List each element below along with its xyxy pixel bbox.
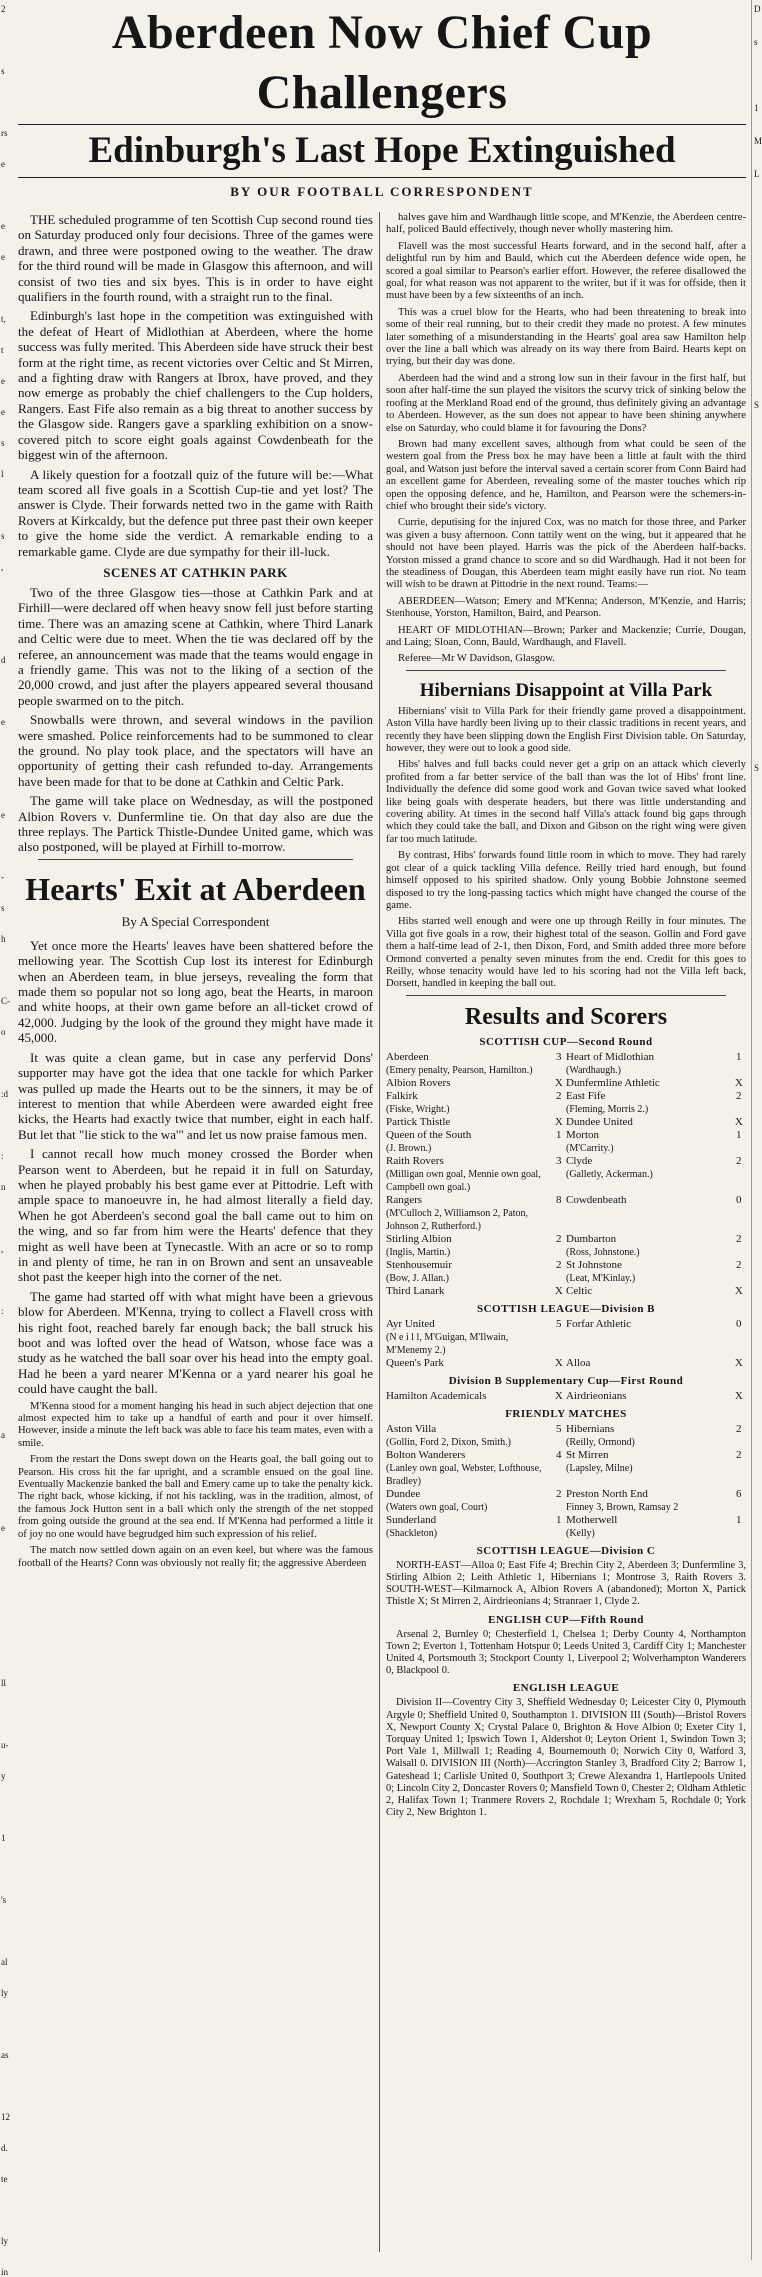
result-row [386, 1259, 746, 1272]
away-team: Alloa [566, 1356, 591, 1369]
away-team: St Mirren [566, 1448, 609, 1461]
result-row [386, 1129, 746, 1142]
section-rule [406, 670, 726, 671]
home-team: (Gollin, Ford 2, Dixon, Smith.) [386, 1436, 512, 1448]
section-rule [406, 995, 726, 996]
continuation-paragraphs [386, 212, 746, 666]
home-score [552, 1103, 566, 1116]
left-column [18, 212, 373, 2252]
paragraph: Flavell was the most successful Hearts forward, and in the second half, after a delightful run by him and Bauld, which cut the Aberdeen defence wide open, he scored a goal similar to Pearson's earlier effort. However, the referee disallowed the goal, for what reason was not apparent to the writer, but if it was for offside, then it must have been by a few sixteenths of an inch. [386, 240, 746, 302]
edge-fragment: , [1, 1244, 4, 1254]
results-section-heading: FRIENDLY MATCHES [505, 1407, 627, 1420]
edge-fragment: e [1, 810, 5, 820]
home-score: X [554, 1389, 563, 1402]
results-title: Results and Scorers [464, 1003, 668, 1030]
home-team: Falkirk [386, 1089, 418, 1102]
home-team: Dundee [386, 1487, 421, 1500]
article-columns [18, 212, 746, 2252]
home-score [552, 1436, 566, 1449]
home-team: (J. Brown.) [386, 1142, 432, 1154]
home-score: X [554, 1284, 563, 1297]
away-score [732, 1142, 746, 1155]
home-score [552, 1142, 566, 1155]
english-cup-text: Arsenal 2, Burnley 0; Chesterfield 1, Chelsea 1; Derby County 4, Northampton Town 2; Everton 1, Tottenham Hotspur 0; Leeds United 3, Cardiff City 1; Manchester United 4, Portsmouth 3; Stockport County 1, Liverpool 2; Wolverhampton Wanderers 0, Blackpool 0. [386, 1628, 746, 1677]
away-team: (Reilly, Ormond) [566, 1436, 635, 1448]
english-league-text: Division II—Coventry City 3, Sheffield Wednesday 0; Leicester City 0, Plymouth Argyle 0; Sheffield United 0, Southampton 1. DIVISION III (South)—Bristol Rovers X, Newport County X; Crystal Palace 0, Brighton & Hove Albion 0; Exeter City 1, Torquay United 1; Ipswich Town 1, Aldershot 0; Leyton Orient 1, Swindon Town 3; Port Vale 1, Millwall 1; Reading 4, Bournemouth 0; Norwich City 0, Watford 3, Walsall 0. DIVISION III (North)—Accrington Stanley 3, Bradford City 2; Barrow 1, Gateshead 1; Carlisle United 0, Southport 3; Crewe Alexandra 1, Hartlepools United 0; Lincoln City 2, Doncaster Rovers 0; Mansfield Town 0, Chester 2; Oldham Athletic 2, Halifax Town 1; Tranmere Rovers 2, Rochdale 1; Wrexham 5, Rochdale 0; York City 2, New Brighton 1. [386, 1697, 746, 1819]
results-table [386, 1390, 746, 1403]
home-score [552, 1527, 566, 1540]
home-score: X [554, 1115, 563, 1128]
away-score: 1 [736, 1513, 742, 1526]
result-row [386, 1116, 746, 1129]
home-score [552, 1462, 566, 1488]
edge-fragment: d. [1, 2143, 8, 2153]
results-table [386, 1051, 746, 1298]
edge-fragment: : [1, 1306, 4, 1316]
home-team: Queen of the South [386, 1128, 472, 1141]
right-edge-fragments [751, 0, 762, 2260]
away-score: X [734, 1356, 743, 1369]
edge-fragment: 12 [1, 2112, 10, 2122]
result-row [386, 1233, 746, 1246]
paragraph: THE scheduled programme of ten Scottish Cup second round ties on Saturday produced only four decisions. Three of the games were drawn, and three were postponed owing to the weather. The draw for the third round will be made in Glasgow this afternoon, and will consist of two ties and six byes. This is in order to have eight qualifiers in the fourth round, with a straight run to the final. [18, 212, 373, 305]
edge-fragment: rs [1, 128, 8, 138]
edge-fragment: l [1, 469, 4, 479]
result-row [386, 1090, 746, 1103]
league-c-text: NORTH-EAST—Alloa 0; East Fife 4; Brechin City 2, Aberdeen 3; Dunfermline 3, Stirling Albion 2; Leith Athletic 1, Hibernians 1; Montrose 3, Raith Rovers 3. SOUTH-WEST—Kilmarnock A, Albion Rovers A (abandoned); Morton X, Partick Thistle X; St Mirren 2, Airdrieonians 4; Stranraer 1, Clyde 2. [386, 1559, 746, 1608]
home-team: Hamilton Academicals [386, 1389, 487, 1402]
home-score: X [554, 1356, 563, 1369]
edge-fragment: S [754, 763, 760, 773]
edge-fragment: M [754, 136, 762, 146]
edge-fragment: , [1, 562, 4, 572]
paragraph: halves gave him and Wardhaugh little scope, and M'Kenzie, the Aberdeen centre-half, policed Bauld effectively, though never wholly mastering him. [386, 212, 746, 236]
away-score [732, 1501, 746, 1514]
edge-fragment: e [1, 407, 5, 417]
result-row [386, 1064, 746, 1077]
away-team: (Fleming, Morris 2.) [566, 1103, 649, 1115]
headline-rule [18, 124, 746, 125]
away-team: Forfar Athletic [566, 1317, 632, 1330]
away-score: 2 [736, 1232, 742, 1245]
result-row [386, 1514, 746, 1527]
hearts-byline: By A Special Correspondent [121, 913, 270, 929]
edge-fragment: e [1, 221, 5, 231]
home-score: 3 [556, 1154, 562, 1167]
scenes-paragraphs [18, 585, 373, 855]
home-score: 1 [556, 1128, 562, 1141]
paragraph: ABERDEEN—Watson; Emery and M'Kenna; Anderson, M'Kenzie, and Harris; Stenhouse, Yorston, Hamilton, Baird, and Pearson. [386, 595, 746, 620]
home-team: Bolton Wanderers [386, 1448, 466, 1461]
league-c-heading: SCOTTISH LEAGUE—Division C [476, 1544, 656, 1557]
edge-fragment: D [754, 4, 761, 14]
edge-fragment: s [1, 438, 5, 448]
home-score: X [554, 1076, 563, 1089]
home-team: Partick Thistle [386, 1115, 451, 1128]
left-edge-fragments [0, 0, 14, 2277]
away-team: (Kelly) [566, 1527, 595, 1539]
paragraph: Two of the three Glasgow ties—those at Cathkin Park and at Firhill—were declared off when heavy snow fell just before starting time. There was an amazing scene at Cathkin, where Third Lanark and Celtic were due to meet. When the tie was declared off by the referee, an announcement was made that the teams would engage in a friendly game. This was not to the liking of a section of the 20,000 crowd, and just after the players appeared several thousand people swarmed on to the pitch. [18, 584, 373, 708]
paragraph: Hibernians' visit to Villa Park for their friendly game proved a disappointment. Aston Villa have hardly been living up to their classic traditions in recent years, and recently they have been slipping down the English First Division table. On Saturday, however, they were out to look a good side. [386, 705, 746, 755]
away-score [732, 1207, 746, 1233]
edge-fragment: 2 [1, 4, 6, 14]
edge-fragment: y [1, 1771, 6, 1781]
paragraph: HEART OF MIDLOTHIAN—Brown; Parker and Mackenzie; Currie, Dougan, and Laing; Sloan, Conn, Bauld, Wardhaugh, and Flavell. [386, 624, 746, 648]
away-score [732, 1527, 746, 1540]
edge-fragment: e [1, 376, 5, 386]
edge-fragment: n [1, 1182, 6, 1192]
result-row [386, 1272, 746, 1285]
edge-fragment: al [1, 1957, 8, 1967]
home-score [552, 1272, 566, 1285]
result-row [386, 1168, 746, 1194]
edge-fragment: te [1, 2174, 8, 2184]
result-row [386, 1207, 746, 1233]
result-row [386, 1390, 746, 1403]
paragraph: Referee—Mr W Davidson, Glasgow. [398, 653, 555, 665]
result-row [386, 1462, 746, 1488]
paragraph: Yet once more the Hearts' leaves have been shattered before the mellowing year. The Scottish Cup lost its interest for Edinburgh when an Aberdeen team, in blue jerseys, revealing the form that made them so popular not so long ago, beat the Hearts, in maroon and white hoops, at their own game before an all-ticket crowd of 42,000. Judging by the look of the ground they might have made it 45,000. [18, 937, 373, 1046]
home-team: (Inglis, Martin.) [386, 1246, 451, 1258]
results-section-heading: Division B Supplementary Cup—First Round [448, 1374, 684, 1387]
paragraph: It was quite a clean game, but in case any perfervid Dons' supporter may have got the idea that one tackle for which Parker was pulled up made the Hearts out to be the sinners, it may be of interest to mention that while Aberdeen were awarded eight free kicks, the Hearts had exactly twice that number, eight in each half. But let that "lie stick to the wa'" and let us now praise famous men. [18, 1049, 373, 1142]
result-row [386, 1527, 746, 1540]
edge-fragment: as [1, 2050, 9, 2060]
paragraph: Edinburgh's last hope in the competition was extinguished with the defeat of Heart of Midlothian at Aberdeen, where the home success was fully merited. This Aberdeen side have struck their best form at the right time, as recent victories over Celtic and St Mirren, and a fighting draw with Rangers at Ibrox, have proved, and they now emerge as probably the chief challengers to the Cup holders, Rangers. East Fife also remain as a big threat to another success by the Glasgow side. Rangers gave a sparkling exhibition on a snow-covered pitch to score eight goals against Cowdenbeath for the biggest win of the afternoon. [18, 308, 373, 463]
section-rule [38, 859, 353, 860]
home-team: Stirling Albion [386, 1232, 452, 1245]
edge-fragment: ll [1, 1678, 7, 1688]
paragraph: Currie, deputising for the injured Cox, was no match for those three, and Parker was given a busy afternoon. Conn tattily went on the wing, but it appeared that he should not have been played. Harris was the pick of the Aberdeen half-backs. Yorston missed a grand chance to score and so did Wardhaugh. Had it not been for the steadiness of Dougan, this Aberdeen team might easily have run riot. No team will wish to be drawn at Pittodrie in the next round. Teams:— [386, 517, 746, 591]
edge-fragment: :d [1, 1089, 9, 1099]
edge-fragment: 1 [1, 1833, 6, 1843]
away-score: X [734, 1389, 743, 1402]
edge-fragment: e [1, 252, 5, 262]
away-team: Cowdenbeath [566, 1193, 627, 1206]
away-team: Dundee United [566, 1115, 633, 1128]
away-team: (Lapsley, Milne) [566, 1462, 633, 1474]
home-score [552, 1207, 566, 1233]
away-team: East Fife [566, 1089, 606, 1102]
home-team: Rangers [386, 1193, 423, 1206]
newspaper-page [18, 0, 746, 2260]
away-score: 2 [736, 1422, 742, 1435]
paragraph: Hibs' halves and full backs could never get a grip on an attack which cleverly profited from a far better service of the ball than was the lot of Hibs' front line. Individually the defence did some good work and Govan twice saved what looked like being goals with desperate headers, but there was little understanding and covering ability. At times in the second half Villa's attack found big gaps through which they could take the ball, and Dixon and Gibson on the right wing were given far too much latitude. [386, 759, 746, 845]
away-team: St Johnstone [566, 1258, 622, 1271]
paragraph: Snowballs were thrown, and several windows in the pavilion were smashed. Police reinforcements had to be summoned to clear the ground. No play took place, and the spectators will have an opportunity of getting their cash refunded to-day. Arrangements have been made for that to be done at Cathkin and Celtic Park. [18, 712, 373, 789]
edge-fragment: e [1, 159, 5, 169]
paragraph: I cannot recall how much money crossed the Border when Pearson went to Aberdeen, but he repaid it in full on Saturday, when he played probably his best game ever at Pittodrie. Left with ample space to manoeuvre in, he had almost literally a field day. When he got Aberdeen's second goal the ball came out to him on the wing, and so far from him were the Hearts' defence that they might as well have been at Tynecastle. With an acre or so to romp in and plenty of time, he ran in on Brown and sent an unsaveable shot past the keeper high into the corner of the net. [18, 1146, 373, 1285]
away-team: (M'Carrity.) [566, 1142, 614, 1154]
away-score [732, 1246, 746, 1259]
edge-fragment: o [1, 1027, 6, 1037]
home-score: 4 [556, 1448, 562, 1461]
paragraph: From the restart the Dons swept down on the Hearts goal, the ball going out to Pearson. His cross hit the far upright, and a scramble ensued on the goal line. Eventually Mackenzie banked the ball and Emery came up to take the penalty kick. The right back, whose kicking, if not his tackling, was in the tradition, almost, of the famous Jock Hutton sent in a ball which only the strength of the net stopped from going outside the ground at the sea end. If M'Kenna had performed a little it of joy no one would have begrudged him such expression of his relief. [18, 1454, 373, 1540]
paragraph: By contrast, Hibs' forwards found little room in which to move. They had rarely got clear of a quick tackling Villa defence. Reilly tried hard enough, but found himself opposed to his spirited shadow. Only young Bobbie Johnstone seemed disposed to try the long-passing tactics which might have changed the course of the game. [386, 850, 746, 911]
result-row [386, 1155, 746, 1168]
paragraph: A likely question for a footzall quiz of the future will be:—What team scored all five goals in a Scottish Cup-tie and yet lost? The answer is Clyde. Their forwards netted two in the game with Raith Rovers at Kirkcaldy, but the defence put three past their own keeper to give the home side the verdict. A remarkable ending to a remarkable game. Clyde are due sympathy for their ill-luck. [18, 466, 373, 559]
away-team: Dumbarton [566, 1232, 617, 1245]
edge-fragment: in [1, 2267, 9, 2277]
hearts-headline: Hearts' Exit at Aberdeen [25, 870, 366, 907]
edge-fragment: h [1, 934, 6, 944]
away-score [732, 1436, 746, 1449]
away-team: (Ross, Johnstone.) [566, 1246, 640, 1258]
result-row [386, 1051, 746, 1064]
home-score: 8 [556, 1193, 562, 1206]
away-score: 6 [736, 1487, 742, 1500]
home-team: (M'Culloch 2, Williamson 2, Paton, Johnson 2, Rutherford.) [386, 1207, 529, 1232]
home-team: (Fiske, Wright.) [386, 1103, 450, 1115]
edge-fragment: t, [1, 314, 6, 324]
home-team: Ayr United [386, 1317, 435, 1330]
edge-fragment: s [754, 37, 758, 47]
away-team: Heart of Midlothian [566, 1050, 654, 1063]
home-team: Queen's Park [386, 1356, 444, 1369]
home-score: 2 [556, 1089, 562, 1102]
away-score: 2 [736, 1154, 742, 1167]
hearts-paragraphs [18, 938, 373, 1397]
home-score [552, 1331, 566, 1357]
paragraph: Hibs started well enough and were one up through Reilly in four minutes. The Villa got five goals in a row, their highest total of the season. Gollin and Ford gave them a half-time lead of 2-1, then Dixon, Ford, and Smith added three more before Ormond converted a penalty seven minutes from the end. Credit for this goes to Reilly, whose tenacity would have led to his scoring had not the Villa left back, Dorsett, handled in keeping the ball out. [386, 916, 746, 990]
home-score: 2 [556, 1487, 562, 1500]
edge-fragment: : [1, 1151, 4, 1161]
away-team: Dunfermline Athletic [566, 1076, 660, 1089]
home-team: (Lanley own goal, Webster, Lofthouse, Bradley) [386, 1462, 542, 1487]
away-score: 1 [736, 1050, 742, 1063]
result-row [386, 1077, 746, 1090]
home-score: 3 [556, 1050, 562, 1063]
result-row [386, 1449, 746, 1462]
edge-fragment: e [1, 1523, 5, 1533]
paragraph: M'Kenna stood for a moment hanging his head in such abject dejection that one almost expected him to take up a handful of earth and pour it over himself. However, inside a minute the left back was able to face his team mates, even with a smile. [18, 1400, 373, 1449]
home-team: Third Lanark [386, 1284, 445, 1297]
english-cup-heading: ENGLISH CUP—Fifth Round [488, 1613, 644, 1626]
results-sections [386, 1036, 746, 1540]
away-team: Hibernians [566, 1422, 615, 1435]
away-team [566, 1331, 732, 1357]
edge-fragment: s [1, 903, 5, 913]
home-team: Sunderland [386, 1513, 437, 1526]
away-score: 0 [736, 1317, 742, 1330]
edge-fragment: u- [1, 1740, 9, 1750]
away-score: 1 [736, 1128, 742, 1141]
hearts-small-paragraphs [18, 1401, 373, 1570]
away-score [732, 1168, 746, 1194]
result-row [386, 1318, 746, 1331]
edge-fragment: L [754, 169, 760, 179]
away-team: Preston North End [566, 1487, 648, 1500]
away-score [732, 1331, 746, 1357]
edge-fragment: t [1, 345, 4, 355]
edge-fragment: - [1, 872, 4, 882]
edge-fragment: e [1, 717, 5, 727]
home-score: 2 [556, 1258, 562, 1271]
away-team: Finney 3, Brown, Ramsay 2 [566, 1501, 679, 1513]
results-section-heading: SCOTTISH CUP—Second Round [479, 1035, 653, 1048]
home-score [552, 1168, 566, 1194]
right-column [386, 212, 746, 2252]
away-team: (Galletly, Ackerman.) [566, 1168, 653, 1180]
result-row [386, 1436, 746, 1449]
home-team: Aston Villa [386, 1422, 437, 1435]
edge-fragment: s [1, 66, 5, 76]
result-row [386, 1488, 746, 1501]
home-score [552, 1064, 566, 1077]
away-score [732, 1064, 746, 1077]
byline: BY OUR FOOTBALL CORRESPONDENT [230, 184, 534, 199]
column-divider [379, 212, 380, 2252]
result-row [386, 1142, 746, 1155]
away-score: 0 [736, 1193, 742, 1206]
home-team: Albion Rovers [386, 1076, 451, 1089]
away-team: Airdrieonians [566, 1389, 627, 1402]
home-team: (Emery penalty, Pearson, Hamilton.) [386, 1064, 533, 1076]
paragraph: This was a cruel blow for the Hearts, who had been threatening to break into some of their real running, but to their credit they made no protest. A few minutes later something of a misunderstanding in the Hearts' goal area saw Hamilton help over the line a ball which was already on its way there from Baird. Hearts kept on trying, but their day was done. [386, 306, 746, 368]
away-score [732, 1272, 746, 1285]
away-score: 2 [736, 1258, 742, 1271]
scenes-heading: SCENES AT CATHKIN PARK [103, 564, 288, 580]
home-team: (Milligan own goal, Mennie own goal, Campbell own goal.) [386, 1168, 541, 1193]
hibs-paragraphs [386, 706, 746, 991]
english-league-heading: ENGLISH LEAGUE [512, 1682, 620, 1695]
home-team: (N e i l l, M'Guigan, M'Ilwain, M'Menemy 2.) [386, 1331, 509, 1356]
home-score: 2 [556, 1232, 562, 1245]
home-team: Stenhousemuir [386, 1258, 452, 1271]
paragraph: Brown had many excellent saves, although from what could be seen of the western goal from the Press box he may have been a little at fault with the third goal, and Watson just before the interval saved a certain scorer from Conn Baird had an excellent game for Aberdeen, revealing some of the master touches which rip open the opposing defence, and he, Hamilton, and Pearson were the schemers-in-chief who brought their side's victory. [386, 438, 746, 512]
away-score: X [734, 1284, 743, 1297]
away-team: Celtic [566, 1284, 593, 1297]
edge-fragment: s [1, 531, 5, 541]
result-row [386, 1194, 746, 1207]
edge-fragment: 's [1, 1895, 7, 1905]
home-score [552, 1246, 566, 1259]
away-team: Morton [566, 1128, 599, 1141]
home-score: 5 [556, 1317, 562, 1330]
result-row [386, 1285, 746, 1298]
results-table [386, 1318, 746, 1370]
result-row [386, 1357, 746, 1370]
results-table [386, 1423, 746, 1540]
edge-fragment: ly [1, 2236, 9, 2246]
edge-fragment: d [1, 655, 6, 665]
paragraph: The game will take place on Wednesday, as will the postponed Albion Rovers v. Dunfermline tie. On that day also are due the three replays. The Partick Thistle-Dundee United game, which was also postponed, will be played at Firhill to-morrow. [18, 793, 373, 855]
away-score: X [734, 1076, 743, 1089]
away-score [732, 1462, 746, 1488]
home-team: (Waters own goal, Court) [386, 1501, 488, 1513]
away-team [566, 1207, 732, 1233]
edge-fragment: ly [1, 1988, 9, 1998]
away-team: Motherwell [566, 1513, 618, 1526]
result-row [386, 1331, 746, 1357]
headline-line-2: Challengers [256, 66, 508, 119]
away-team: (Wardhaugh.) [566, 1064, 622, 1076]
subheadline-rule [18, 177, 746, 178]
away-score [732, 1103, 746, 1116]
headline-line-1: Aberdeen Now Chief Cup [111, 6, 653, 59]
paragraph: Aberdeen had the wind and a strong low sun in their favour in the first half, but soon after half-time the sun played the visitors the scurvy trick of sinking below the roofing at the Merkland Road end of the ground, thus definitely giving an advantage to Aberdeen. However, as the sun does not appear to have been shining anywhere else on Saturday, who could blame it for favouring the Dons? [386, 372, 746, 434]
home-score: 1 [556, 1513, 562, 1526]
intro-paragraphs [18, 212, 373, 559]
home-team: Aberdeen [386, 1050, 429, 1063]
edge-fragment: S [754, 400, 760, 410]
paragraph: The game had started off with what might have been a grievous blow for Aberdeen. M'Kenna, trying to collect a Flavell cross with his right foot, reached barely far enough back; the ball struck his boot and was lofted over the head of Watson, whose face was a study as he watched the ball soar over his head into the empty goal. Had he been a yard nearer M'Kenna or a yard nearer his goal he could have caught the ball. [18, 1288, 373, 1397]
home-score: 5 [556, 1422, 562, 1435]
away-score: 2 [736, 1089, 742, 1102]
subheadline: Edinburgh's Last Hope Extinguished [88, 130, 676, 171]
result-row [386, 1103, 746, 1116]
edge-fragment: a [1, 1430, 5, 1440]
away-team: (Leat, M'Kinlay.) [566, 1272, 636, 1284]
results-section-heading: SCOTTISH LEAGUE—Division B [476, 1302, 656, 1315]
edge-fragment: C- [1, 996, 10, 1006]
edge-fragment: 1 [754, 103, 759, 113]
result-row [386, 1246, 746, 1259]
away-score: X [734, 1115, 743, 1128]
home-score [552, 1501, 566, 1514]
hibs-headline: Hibernians Disappoint at Villa Park [419, 679, 713, 701]
result-row [386, 1423, 746, 1436]
away-score: 2 [736, 1448, 742, 1461]
home-team: Raith Rovers [386, 1154, 444, 1167]
result-row [386, 1501, 746, 1514]
paragraph: The match now settled down again on an even keel, but where was the famous football of the Hearts? Conn was obviously not really fit; the aggressive Aberdeen [18, 1545, 373, 1569]
home-team: (Shackleton) [386, 1527, 438, 1539]
away-team: Clyde [566, 1154, 593, 1167]
home-team: (Bow, J. Allan.) [386, 1272, 449, 1284]
